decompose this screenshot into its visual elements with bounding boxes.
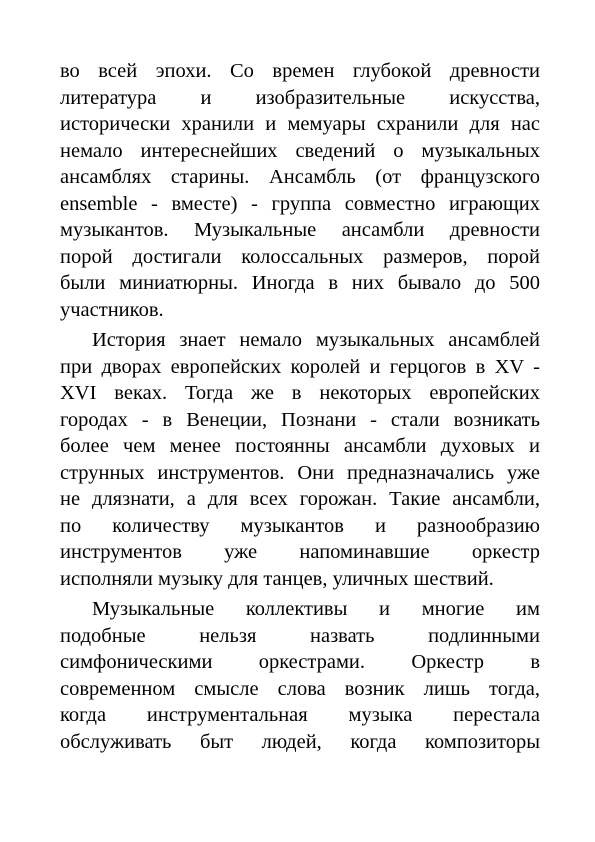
text-line: более чем менее постоянны ансамбли духовых и	[60, 435, 540, 457]
text-line: литература и изобразительные искусства,	[60, 86, 540, 109]
paragraph-3	[60, 596, 540, 755]
text-line: Музыкальные коллективы и многие им	[92, 598, 540, 620]
text-line: когда инструментальная музыка перестала	[60, 704, 540, 726]
paragraph-1	[60, 58, 540, 323]
text-line: городах - в Венеции, Познани - стали возникать	[60, 408, 540, 431]
text-line: современном смысле слова возник лишь тогда,	[60, 677, 540, 700]
text-line: исполняли музыку для танцев, уличных шествий.	[60, 567, 494, 590]
text-line: во всей эпохи. Со времен глубокой древности	[60, 60, 540, 82]
text-line: подобные нельзя назвать подлинными	[60, 624, 540, 647]
text-line: не длязнати, а для всех горожан. Такие ансамбли,	[60, 488, 540, 510]
text-line: музыкантов. Музыкальные ансамбли древности	[60, 219, 540, 241]
paragraph-2	[60, 327, 540, 592]
text-line: участников.	[60, 298, 164, 321]
body-text	[60, 58, 540, 755]
text-line: инструментов уже напоминавшие оркестр	[60, 541, 540, 563]
text-line: струнных инструментов. Они предназначались уже	[60, 461, 540, 484]
text-line: ансамблях старины. Ансамбль (от французского	[60, 166, 540, 188]
text-line: были миниатюрны. Иногда в них бывало до 500	[60, 272, 540, 294]
text-line: XVI веках. Тогда же в некоторых европейских	[60, 382, 540, 404]
text-line: по количеству музыкантов и разнообразию	[60, 514, 540, 537]
text-line: ensemble - вместе) - группа совместно играющих	[60, 192, 540, 215]
text-line: исторически хранили и мемуары схранили для нас	[60, 113, 540, 135]
text-line: немало интереснейших сведений о музыкальных	[60, 139, 540, 162]
text-line: порой достигали колоссальных размеров, порой	[60, 245, 540, 268]
text-line: История знает немало музыкальных ансамблей	[92, 329, 540, 351]
text-line: обслуживать быт людей, когда композиторы	[60, 730, 540, 753]
text-line: симфоническими оркестрами. Оркестр в	[60, 651, 540, 673]
text-line: при дворах европейских королей и герцогов в XV -	[60, 355, 540, 378]
